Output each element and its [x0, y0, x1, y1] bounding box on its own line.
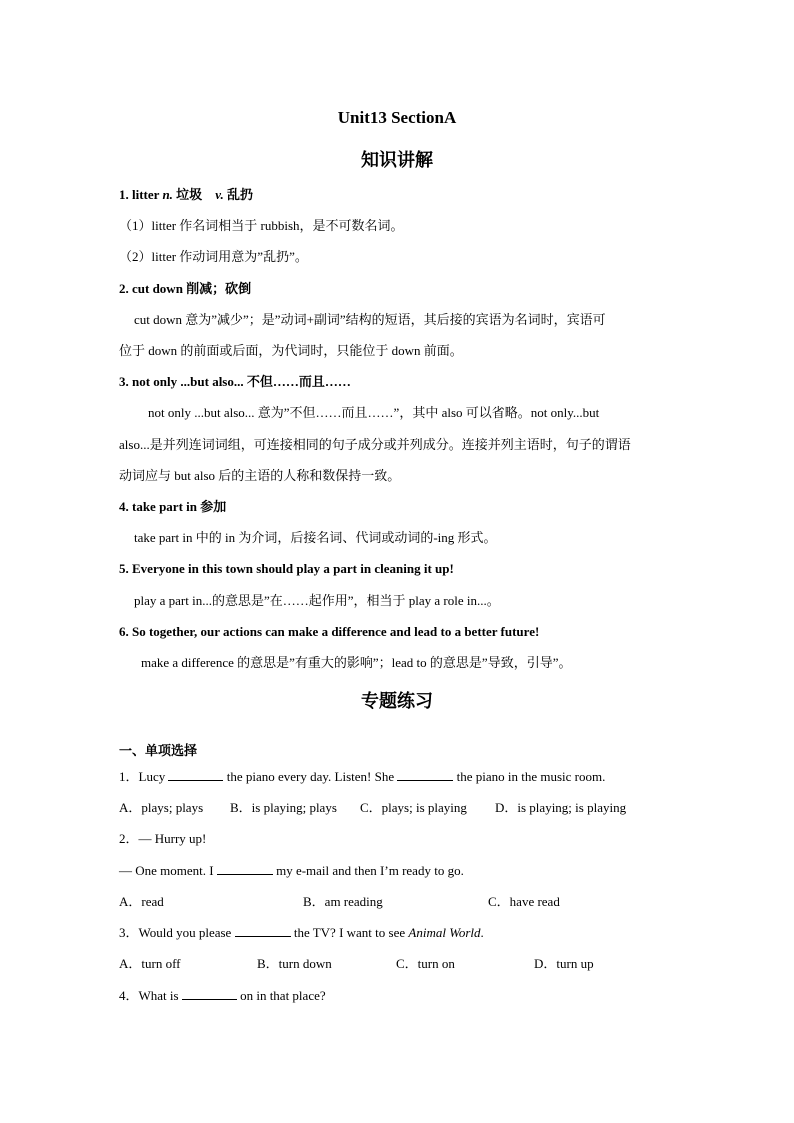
point-2-heading: 2. cut down 削减；砍倒: [119, 281, 252, 296]
answer-blank[interactable]: [182, 987, 237, 1000]
question-1-option-c: C．plays; is playing: [360, 800, 467, 815]
question-1-option-a: A．plays; plays: [119, 800, 204, 815]
point-3-line-2: also...是并列连词词组，可连接相同的句子成分或并列成分。连接并列主语时，句子的谓语: [119, 437, 631, 452]
question-2-line-2: — One moment. I my e-mail and then I’m ready to go.: [119, 863, 464, 878]
question-1-option-b: B．is playing; plays: [230, 800, 337, 815]
question-3: 3．Would you please the TV? I want to see Animal World.: [119, 925, 484, 940]
question-2-option-a: A．read: [119, 894, 164, 909]
question-4: 4．What is on in that place?: [119, 988, 326, 1003]
knowledge-heading: 知识讲解: [361, 150, 433, 170]
answer-blank[interactable]: [235, 924, 291, 937]
point-1-line-2: （2）litter 作动词用意为”乱扔”。: [119, 249, 308, 264]
question-3-option-c: C．turn on: [396, 956, 455, 971]
answer-blank[interactable]: [217, 862, 273, 875]
point-6-line-1: make a difference 的意思是”有重大的影响”；lead to 的意思是”导致，引导”。: [141, 655, 572, 670]
question-1-option-d: D．is playing; is playing: [495, 800, 627, 815]
answer-blank[interactable]: [168, 768, 223, 781]
point-4-line-1: take part in 中的 in 为介词，后接名词、代词或动词的-ing 形式。: [134, 530, 497, 545]
question-2-option-c: C．have read: [488, 894, 560, 909]
document-title: Unit13 SectionA: [337, 108, 457, 127]
point-2-line-1: cut down 意为”减少”；是”动词+副词”结构的短语，其后接的宾语为名词时，宾语可: [134, 312, 606, 327]
question-3-option-d: D．turn up: [534, 956, 594, 971]
point-1-heading: 1. litter n. 垃圾 v. 乱扔: [119, 187, 253, 202]
practice-heading: 专题练习: [361, 691, 433, 711]
question-3-option-a: A．turn off: [119, 956, 181, 971]
point-5-heading: 5. Everyone in this town should play a part in cleaning it up!: [119, 561, 454, 576]
point-2-line-2: 位于 down 的前面或后面，为代词时，只能位于 down 前面。: [119, 343, 463, 358]
answer-blank[interactable]: [397, 768, 453, 781]
point-3-line-1: not only ...but also... 意为”不但……而且……”，其中 also 可以省略。not only...but: [148, 405, 600, 420]
point-6-heading: 6. So together, our actions can make a difference and lead to a better future!: [119, 624, 540, 639]
question-2-option-b: B．am reading: [303, 894, 383, 909]
section-1-heading: 一、单项选择: [119, 743, 198, 758]
question-1: 1．Lucy the piano every day. Listen! She the piano in the music room.: [119, 769, 606, 784]
point-4-heading: 4. take part in 参加: [119, 499, 227, 514]
point-5-line-1: play a part in...的意思是”在……起作用”，相当于 play a role in...。: [134, 593, 500, 608]
question-3-option-b: B．turn down: [257, 956, 332, 971]
point-1-line-1: （1）litter 作名词相当于 rubbish，是不可数名词。: [119, 218, 404, 233]
point-3-line-3: 动词应与 but also 后的主语的人称和数保持一致。: [119, 468, 401, 483]
point-3-heading: 3. not only ...but also... 不但……而且……: [119, 374, 351, 389]
question-2-line-1: 2．— Hurry up!: [119, 831, 207, 846]
